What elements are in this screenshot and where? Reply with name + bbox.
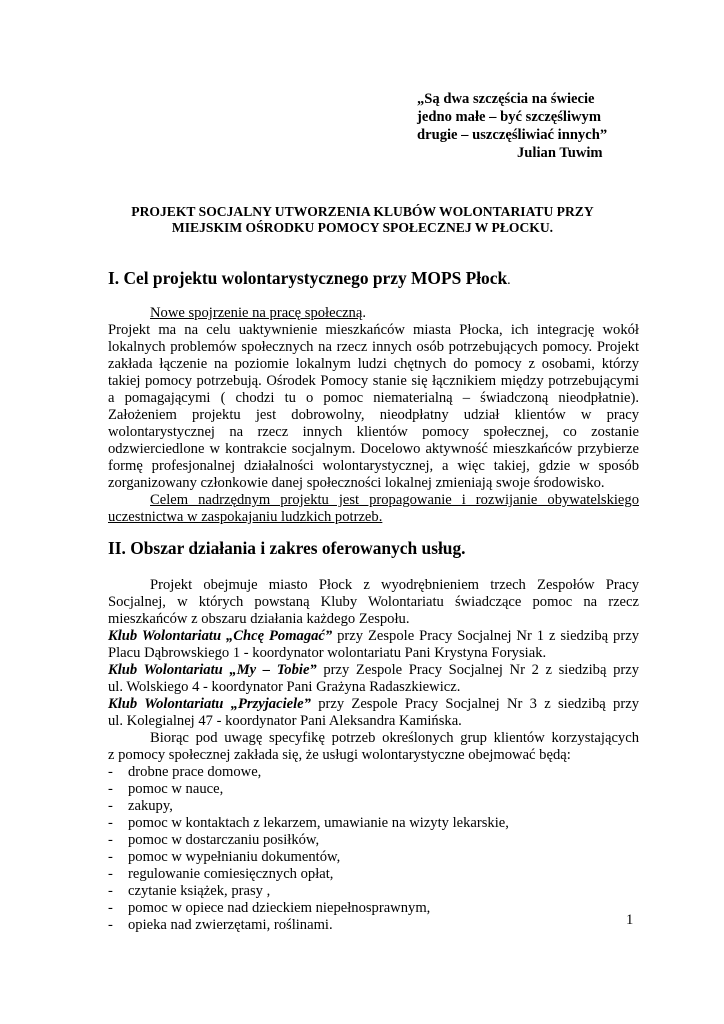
list-item-text: pomoc w wypełnianiu dokumentów, [128,849,341,865]
quote-line: jedno małe – być szczęśliwym [417,109,602,125]
quote-line: drugie – uszczęśliwiać innych” [417,127,608,143]
list-item [108,781,639,798]
subheading [108,305,639,322]
paragraph-line: a pomagającymi ( chodzi tu o pomoc niematerialną – świadczoną nieodpłatnie). [108,390,639,406]
list-dash: - [108,832,113,848]
paragraph-line: formę profesjonalnej działalności wolontarystycznej, a więc takiej, gdzie w sposób [108,458,639,474]
list-dash: - [108,917,113,933]
list-item-text: czytanie książek, prasy , [128,883,271,899]
list-item-text: opieka nad zwierzętami, roślinami. [128,917,333,933]
section-1-body [108,305,639,526]
list-item [108,900,639,917]
list-item [108,832,639,849]
club-3-line [108,696,639,713]
quote-line: „Są dwa szczęścia na świecie [417,91,595,107]
quote-author: Julian Tuwim [517,145,603,161]
club-3-text: przy Zespole Pracy Socjalnej Nr 3 z siedzibą przy [310,696,639,712]
epigraph-quote [417,90,647,162]
section-2-body [108,577,639,764]
paragraph-line: zorganizowany członkowie danej społeczności lokalnej zmieniają swoje środowisko. [108,475,605,491]
subheading-dot: . [362,305,366,321]
list-item-text: drobne prace domowe, [128,764,262,780]
club-1-name: Klub Wolontariatu „Chcę Pomagać” [108,628,333,644]
list-item [108,917,639,934]
list-item-text: pomoc w kontaktach z lekarzem, umawianie na wizyty lekarskie, [128,815,509,831]
list-item-text: regulowanie comiesięcznych opłat, [128,866,334,882]
club-2-name: Klub Wolontariatu „My – Tobie” [108,662,317,678]
list-dash: - [108,764,113,780]
list-item [108,849,639,866]
list-item-text: pomoc w opiece nad dzieckiem niepełnosprawnym, [128,900,431,916]
paragraph-line: zakłada łączenie na poziomie lokalnym ludzi chętnych do pomocy z osobami, którzy [108,356,639,372]
list-dash: - [108,815,113,831]
goal-line: Celem nadrzędnym projektu jest propagowanie i rozwijanie obywatelskiego [150,492,639,508]
list-dash: - [108,900,113,916]
paragraph-line: wolontarystycznej na rzecz innych klientów pomocy społecznej, co zostanie [108,424,639,440]
club-2-address: ul. Wolskiego 4 - koordynator Pani Grażyna Radaszkiewicz. [108,679,461,695]
title-line: MIEJSKIM OŚRODKU POMOCY SPOŁECZNEJ W PŁOCKU. [171,220,554,235]
paragraph-line: Biorąc pod uwagę specyfikę potrzeb określonych grup klientów korzystających [150,730,639,746]
list-dash: - [108,798,113,814]
list-item [108,764,639,781]
club-1-line [108,628,639,645]
section-1-heading-dot: . [507,273,511,288]
paragraph-line: lokalnych problemów społecznych na rzecz innych osób potrzebujących pomocy. Projekt [108,339,639,355]
club-2-text: przy Zespole Pracy Socjalnej Nr 2 z siedzibą przy [316,662,639,678]
paragraph-line: Założeniem projektu jest dobrowolny, nieodpłatny udział klientów w pracy [108,407,639,423]
list-dash: - [108,781,113,797]
paragraph-line: Projekt ma na celu uaktywnienie mieszkańców miasta Płocka, ich integrację wokół [108,322,639,338]
list-dash: - [108,883,113,899]
list-item [108,883,639,900]
paragraph-line: odzwierciedlone w kontrakcie socjalnym. Docelowo aktywność mieszkańców przybierze [108,441,639,457]
club-3-address: ul. Kolegialnej 47 - koordynator Pani Aleksandra Kamińska. [108,713,462,729]
services-list [108,764,639,934]
list-item [108,815,639,832]
paragraph-line: takiej pomocy potrzebują. Ośrodek Pomocy stanie się łącznikiem między potrzebującymi [108,373,639,389]
section-1-heading-text: I. Cel projektu wolontarystycznego przy MOPS Płock [108,268,508,288]
club-2-line [108,662,639,679]
list-dash: - [108,866,113,882]
paragraph-line: mieszkańców z obszaru działania każdego Zespołu. [108,611,410,627]
title-line: PROJEKT SOCJALNY UTWORZENIA KLUBÓW WOLONTARIATU PRZY [131,204,594,219]
paragraph-line: Projekt obejmuje miasto Płock z wyodrębnieniem trzech Zespołów Pracy [150,577,639,593]
section-1-heading [108,270,511,289]
subheading-text: Nowe spojrzenie na pracę społeczną [150,305,363,321]
goal-line: uczestnictwa w zaspokajaniu ludzkich potrzeb. [108,509,383,525]
list-item [108,866,639,883]
list-item-text: pomoc w dostarczaniu posiłków, [128,832,320,848]
list-item-text: pomoc w nauce, [128,781,224,797]
club-3-name: Klub Wolontariatu „Przyjaciele” [108,696,311,712]
paragraph-line: z pomocy społecznej zakłada się, że usługi wolontarystyczne obejmować będą: [108,747,571,763]
list-dash: - [108,849,113,865]
document-title [100,204,625,236]
list-item [108,798,639,815]
club-1-text: przy Zespole Pracy Socjalnej Nr 1 z siedzibą przy [332,628,639,644]
page-number: 1 [626,912,634,928]
paragraph-line: Socjalnej, w których powstaną Kluby Wolontariatu świadczące pomoc na rzecz [108,594,639,610]
section-2-heading: II. Obszar działania i zakres oferowanych usług. [108,538,466,558]
list-item-text: zakupy, [128,798,173,814]
club-1-address: Placu Dąbrowskiego 1 - koordynator wolontariatu Pani Krystyna Forysiak. [108,645,547,661]
